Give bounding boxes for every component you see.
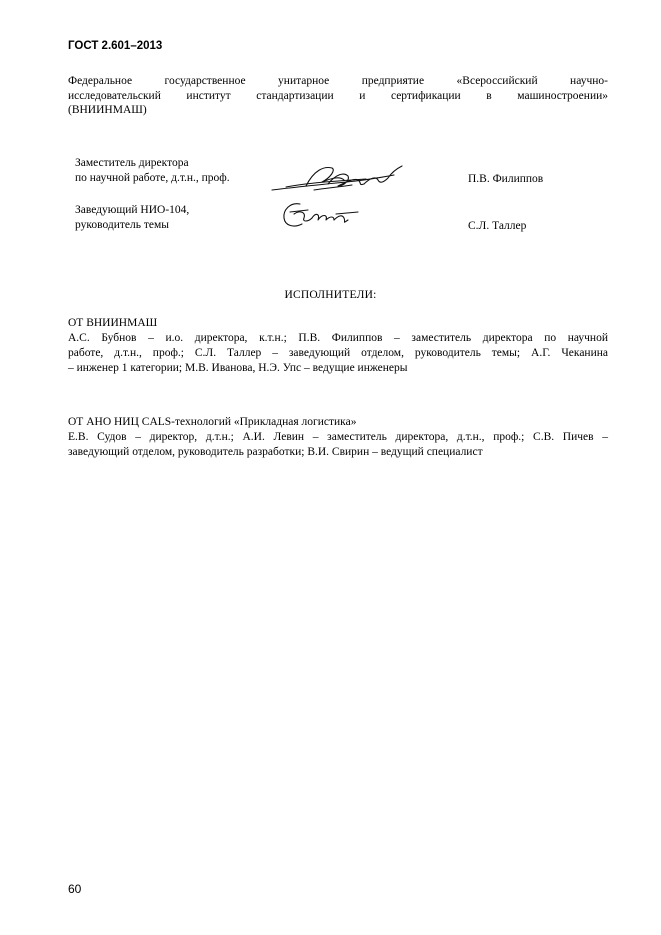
executors-group — [68, 415, 608, 460]
organization-name — [68, 74, 608, 118]
signatory-name: С.Л. Таллер — [468, 220, 527, 232]
signatory-position-line: Заведующий НИО-104, — [75, 204, 190, 216]
page-number: 60 — [68, 882, 82, 896]
executors-group-heading: ОТ АНО НИЦ CALS-технологий «Прикладная логистика» — [68, 416, 357, 428]
executors-title: ИСПОЛНИТЕЛИ: — [284, 289, 377, 301]
signatory-position-line: Заместитель директора — [75, 157, 189, 169]
executors-group — [68, 316, 608, 376]
document-code-header: ГОСТ 2.601–2013 — [68, 40, 163, 52]
executors-group-line: работе, д.т.н., проф.; С.Л. Таллер – заведующий отделом, руководитель темы; А.Г. Чеканина — [68, 347, 608, 359]
executors-group-line: – инженер 1 категории; М.В. Иванова, Н.Э. Упс – ведущие инженеры — [68, 362, 408, 374]
signatory-position-line: руководитель темы — [75, 219, 169, 231]
signature-taller — [278, 196, 368, 234]
signature-filippov — [266, 160, 411, 198]
executors-group-line: Е.В. Судов – директор, д.т.н.; А.И. Левин – заместитель директора, д.т.н., проф.; С.В. Пичев – — [68, 431, 608, 443]
signatory-position — [75, 156, 230, 186]
organization-line: (ВНИИНМАШ) — [68, 104, 147, 116]
signatory-position-line: по научной работе, д.т.н., проф. — [75, 172, 230, 184]
signatory-name: П.В. Филиппов — [468, 173, 544, 185]
executors-group-line: заведующий отделом, руководитель разработки; В.И. Свирин – ведущий специалист — [68, 446, 483, 458]
executors-group-line: А.С. Бубнов – и.о. директора, к.т.н.; П.В. Филиппов – заместитель директора по научной — [68, 332, 608, 344]
organization-line: Федеральное государственное унитарное предприятие «Всероссийский научно- — [68, 75, 608, 87]
executors-group-heading: ОТ ВНИИНМАШ — [68, 317, 158, 329]
organization-line: исследовательский институт стандартизации и сертификации в машиностроении» — [68, 89, 608, 102]
signatory-position — [75, 203, 189, 233]
